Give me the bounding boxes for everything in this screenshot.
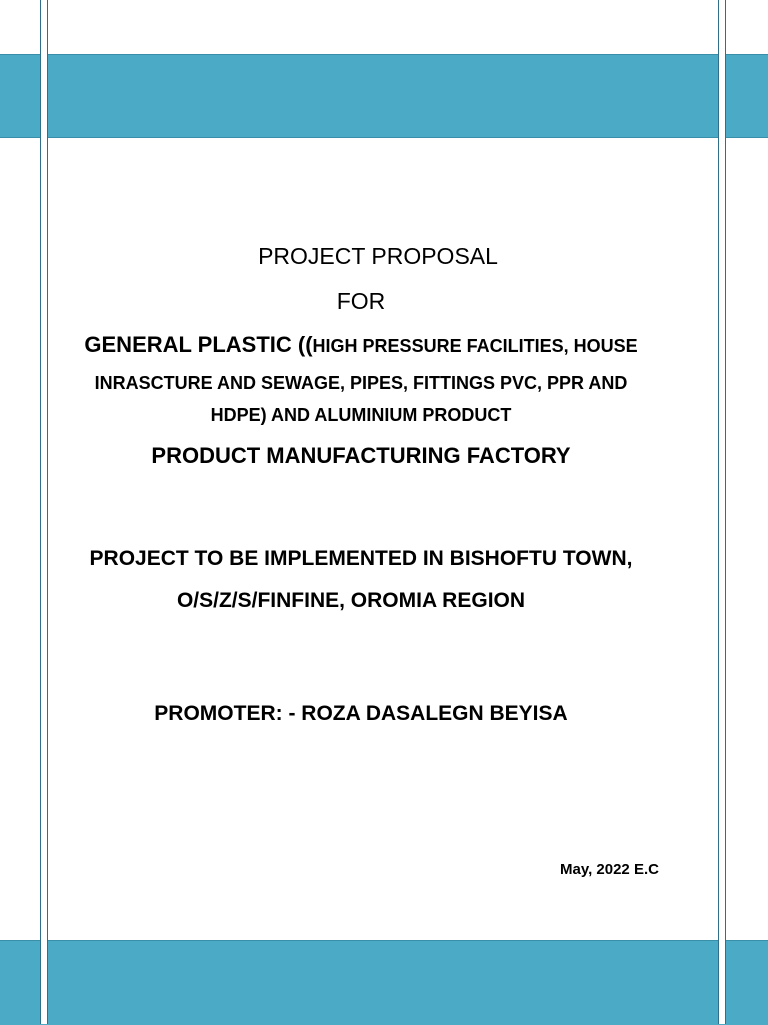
subject-line-3: HDPE) AND ALUMINIUM PRODUCT bbox=[210, 405, 512, 425]
left-border-rule bbox=[40, 0, 48, 1024]
document-title: PROJECT PROPOSAL bbox=[258, 243, 498, 269]
right-border-rule bbox=[718, 0, 726, 1024]
header-band bbox=[0, 54, 768, 138]
subject-line-1-rest: HIGH PRESSURE FACILITIES, HOUSE bbox=[312, 336, 638, 356]
subject-line-4: PRODUCT MANUFACTURING FACTORY bbox=[151, 443, 571, 468]
footer-band bbox=[0, 940, 768, 1025]
for-label: FOR bbox=[336, 288, 386, 314]
subject-line-2: INRASCTURE AND SEWAGE, PIPES, FITTINGS PVC, PPR AND bbox=[94, 373, 628, 393]
location-line-1: PROJECT TO BE IMPLEMENTED IN BISHOFTU TOWN, bbox=[89, 547, 633, 570]
subject-line-1 bbox=[0, 332, 722, 358]
subject-line-1-prefix: GENERAL PLASTIC (( bbox=[84, 332, 313, 357]
location-line-2: O/S/Z/S/FINFINE, OROMIA REGION bbox=[176, 589, 526, 612]
promoter-line: PROMOTER: - ROZA DASALEGN BEYISA bbox=[154, 702, 568, 725]
document-date: May, 2022 E.C bbox=[560, 861, 659, 878]
